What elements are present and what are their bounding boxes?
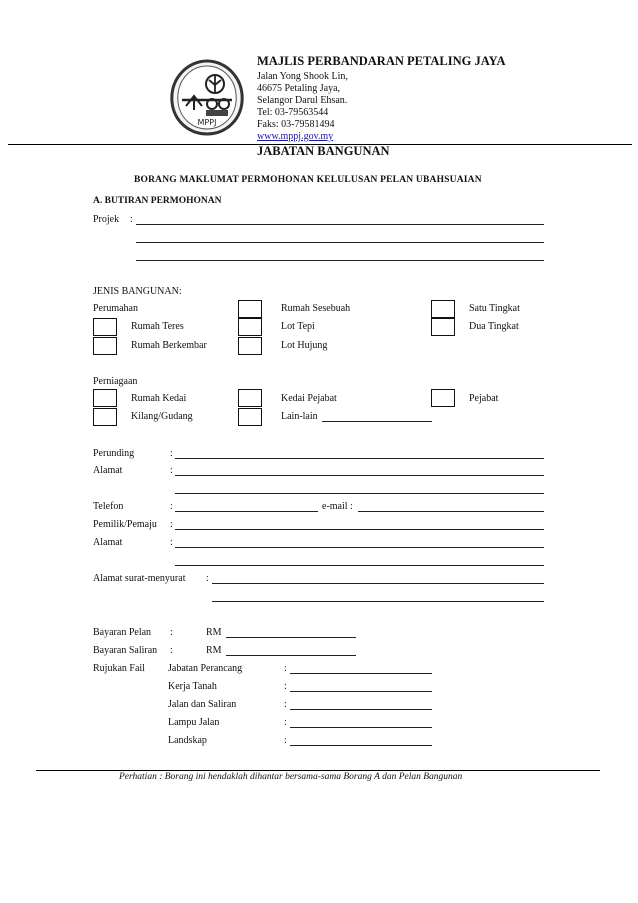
bayaran-saliran-field-line[interactable] <box>226 655 356 656</box>
rujukan-colon-2: : <box>284 681 287 692</box>
alamat-colon: : <box>170 465 173 476</box>
checkbox-rumah-kedai[interactable] <box>93 389 117 407</box>
rujukan-colon-4: : <box>284 717 287 728</box>
label-lain-lain: Lain-lain <box>281 411 318 422</box>
perunding-label: Perunding <box>93 448 135 459</box>
address-line-2: 46675 Petaling Jaya, <box>257 83 341 94</box>
projek-colon: : <box>130 214 133 225</box>
bayaran-saliran-label: Bayaran Saliran <box>93 645 158 656</box>
checkbox-rumah-sesebuah[interactable] <box>238 300 262 318</box>
checkbox-satu-tingkat[interactable] <box>431 300 455 318</box>
org-name: MAJLIS PERBANDARAN PETALING JAYA <box>257 54 506 68</box>
footer-divider <box>36 770 600 771</box>
perunding-colon: : <box>170 448 173 459</box>
pemilik-colon: : <box>170 519 173 530</box>
rujukan-field-line-2[interactable] <box>290 691 432 692</box>
rujukan-field-line-5[interactable] <box>290 745 432 746</box>
alamat-field-line-2[interactable] <box>175 493 544 494</box>
alamat-field-line-1[interactable] <box>175 475 544 476</box>
bayaran-pelan-colon: : <box>170 627 173 638</box>
mppj-logo <box>168 58 246 136</box>
pemilik-label: Pemilik/Pemaju <box>93 519 157 530</box>
bayaran-pelan-currency: RM <box>206 627 222 638</box>
projek-field-line-3[interactable] <box>136 260 544 261</box>
alamat-label: Alamat <box>93 465 123 476</box>
alamat-surat-colon: : <box>206 573 209 584</box>
label-rumah-berkembar: Rumah Berkembar <box>131 340 207 351</box>
label-dua-tingkat: Dua Tingkat <box>469 321 519 332</box>
projek-field-line-1[interactable] <box>136 224 544 225</box>
perumahan-label: Perumahan <box>93 303 138 314</box>
rujukan-field-line-4[interactable] <box>290 727 432 728</box>
label-lot-hujung: Lot Hujung <box>281 340 328 351</box>
jenis-bangunan-heading: JENIS BANGUNAN: <box>93 286 182 297</box>
label-rumah-sesebuah: Rumah Sesebuah <box>281 303 351 314</box>
checkbox-kedai-pejabat[interactable] <box>238 389 262 407</box>
label-kilang-gudang: Kilang/Gudang <box>131 411 193 422</box>
rujukan-fail-label: Rujukan Fail <box>93 663 145 674</box>
rujukan-jalan-saliran: Jalan dan Saliran <box>168 699 237 710</box>
address-line-1: Jalan Yong Shook Lin, <box>257 71 348 82</box>
rujukan-colon-5: : <box>284 735 287 746</box>
fax-number: Faks: 03-79581494 <box>257 119 335 130</box>
perunding-field-line[interactable] <box>175 458 544 459</box>
projek-label: Projek <box>93 214 120 225</box>
form-title: BORANG MAKLUMAT PERMOHONAN KELULUSAN PELAN UBAHSUAIAN <box>134 175 482 185</box>
pemilik-field-line[interactable] <box>175 529 544 530</box>
telefon-label: Telefon <box>93 501 124 512</box>
rujukan-field-line-1[interactable] <box>290 673 432 674</box>
telefon-field-line[interactable] <box>175 511 318 512</box>
bayaran-saliran-colon: : <box>170 645 173 656</box>
label-rumah-teres: Rumah Teres <box>131 321 184 332</box>
telefon-colon: : <box>170 501 173 512</box>
website-link[interactable]: www.mppj.gov.my <box>257 131 334 142</box>
alamat-surat-field-line-1[interactable] <box>212 583 544 584</box>
label-pejabat: Pejabat <box>469 393 499 404</box>
tel-number: Tel: 03-79563544 <box>257 107 329 118</box>
bayaran-pelan-label: Bayaran Pelan <box>93 627 152 638</box>
alamat-pemilik-field-line-2[interactable] <box>175 565 544 566</box>
section-a-heading: A. BUTIRAN PERMOHONAN <box>93 196 222 206</box>
label-rumah-kedai: Rumah Kedai <box>131 393 187 404</box>
email-field-line[interactable] <box>358 511 544 512</box>
checkbox-kilang-gudang[interactable] <box>93 408 117 426</box>
checkbox-lot-hujung[interactable] <box>238 337 262 355</box>
checkbox-dua-tingkat[interactable] <box>431 318 455 336</box>
logo-text: MPPJ <box>197 118 217 127</box>
address-line-3: Selangor Darul Ehsan. <box>257 95 348 106</box>
email-label: e-mail : <box>322 501 353 512</box>
department-title: JABATAN BANGUNAN <box>257 144 390 158</box>
label-satu-tingkat: Satu Tingkat <box>469 303 520 314</box>
rujukan-jabatan-perancang: Jabatan Perancang <box>168 663 243 674</box>
checkbox-lot-tepi[interactable] <box>238 318 262 336</box>
checkbox-lain-lain[interactable] <box>238 408 262 426</box>
checkbox-pejabat[interactable] <box>431 389 455 407</box>
bayaran-pelan-field-line[interactable] <box>226 637 356 638</box>
checkbox-rumah-berkembar[interactable] <box>93 337 117 355</box>
alamat-pemilik-field-line-1[interactable] <box>175 547 544 548</box>
alamat-pemilik-colon: : <box>170 537 173 548</box>
rujukan-kerja-tanah: Kerja Tanah <box>168 681 217 692</box>
rujukan-landskap: Landskap <box>168 735 207 746</box>
projek-field-line-2[interactable] <box>136 242 544 243</box>
footer-note: Perhatian : Borang ini hendaklah dihantar bersama-sama Borang A dan Pelan Bangunan <box>119 772 463 782</box>
label-lot-tepi: Lot Tepi <box>281 321 315 332</box>
lain-lain-field-line[interactable] <box>322 421 432 422</box>
rujukan-colon-1: : <box>284 663 287 674</box>
checkbox-rumah-teres[interactable] <box>93 318 117 336</box>
perniagaan-label: Perniagaan <box>93 376 138 387</box>
alamat-surat-field-line-2[interactable] <box>212 601 544 602</box>
alamat-pemilik-label: Alamat <box>93 537 123 548</box>
rujukan-colon-3: : <box>284 699 287 710</box>
bayaran-saliran-currency: RM <box>206 645 222 656</box>
rujukan-lampu-jalan: Lampu Jalan <box>168 717 220 728</box>
rujukan-field-line-3[interactable] <box>290 709 432 710</box>
alamat-surat-label: Alamat surat-menyurat <box>93 573 186 584</box>
label-kedai-pejabat: Kedai Pejabat <box>281 393 337 404</box>
